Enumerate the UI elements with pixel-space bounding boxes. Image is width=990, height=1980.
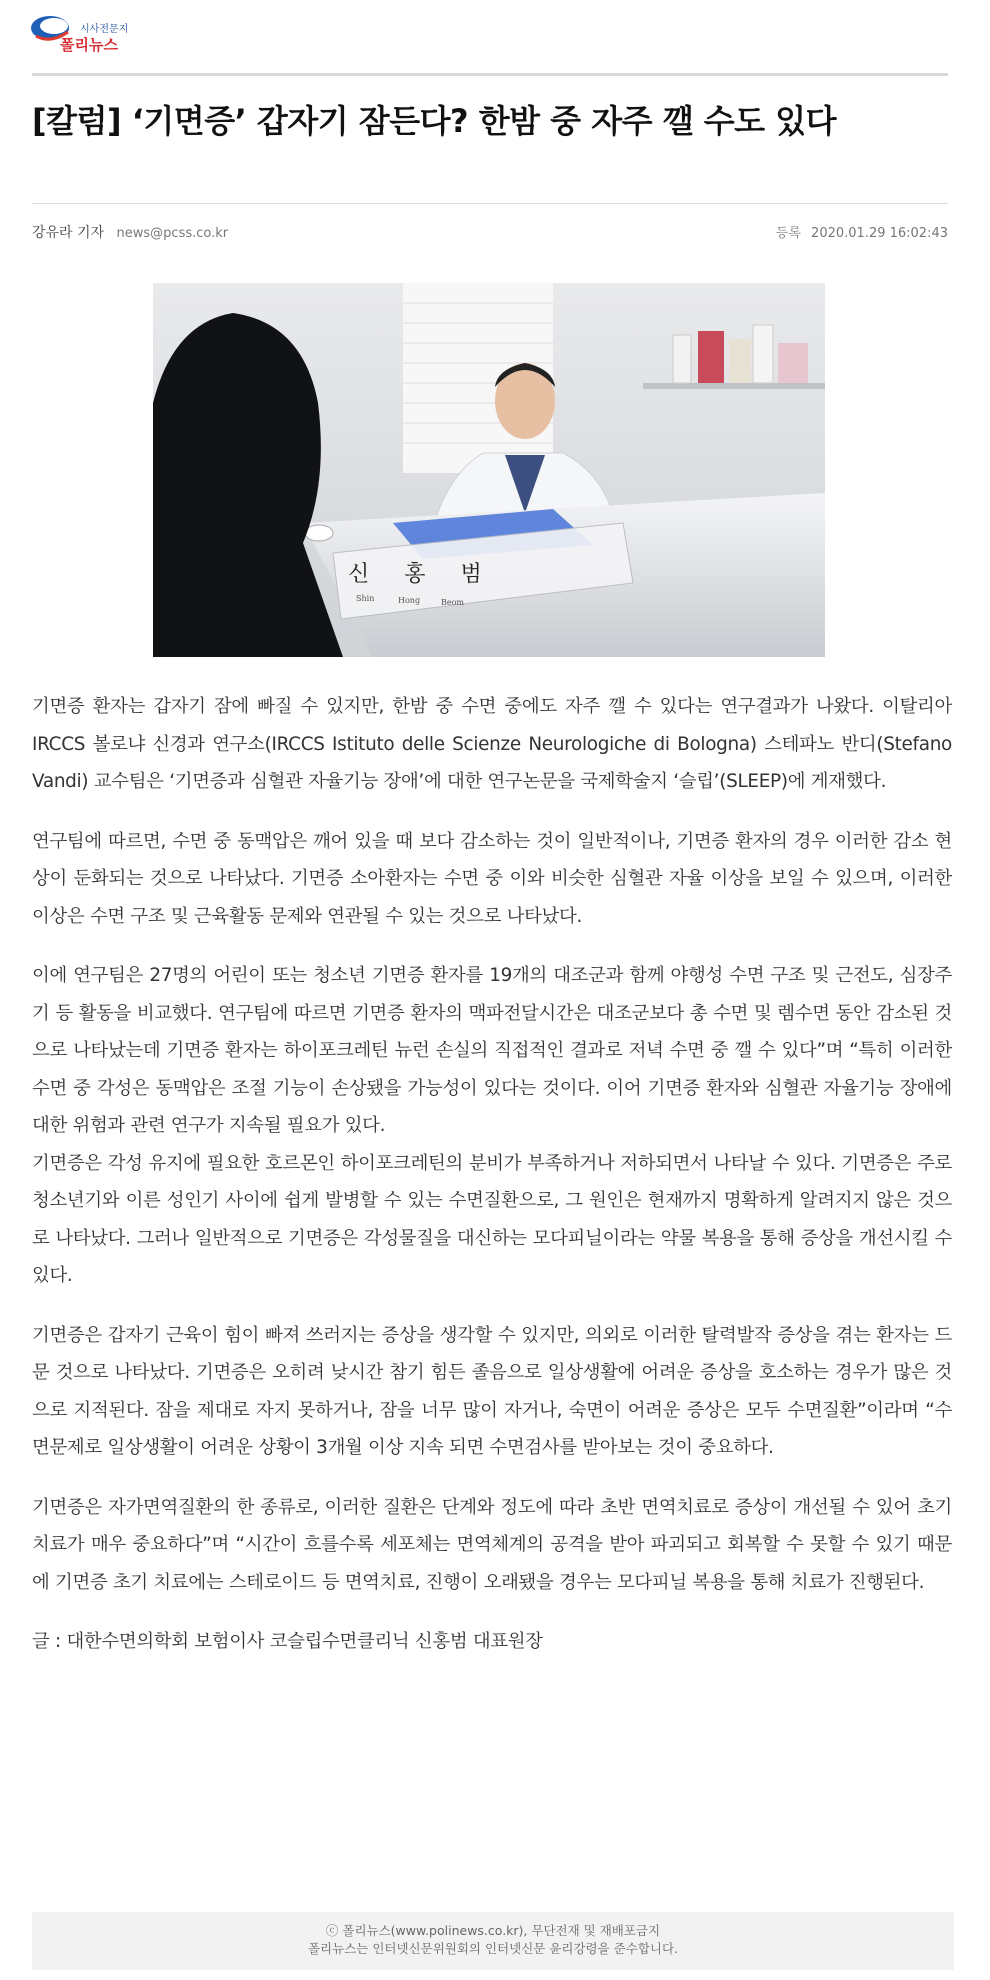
paragraph: 연구팀에 따르면, 수면 중 동맥압은 깨어 있을 때 보다 감소하는 것이 일반적이나, 기면증 환자의 경우 이러한 감소 현상이 둔화되는 것으로 나타났다. 기면증 소아환자는 수면 중 이와 비슷한 심혈관 자율 이상을 보일 수 있으며, 이러한 이상은 수면 구조 및 근육활동 문제와 연관될 수 있는 것으로 나타났다. — [32, 830, 952, 927]
author-name: 강유라 기자 — [32, 225, 105, 241]
nameplate-roman-2: Hong — [398, 596, 421, 605]
paragraph: 기면증은 자가면역질환의 한 종류로, 이러한 질환은 단계와 정도에 따라 초반 면역치료로 증상이 개선될 수 있어 초기 치료가 매우 중요하다”며 “시간이 흐를수록 세포체는 면역체계의 공격을 받아 파괴되고 회복할 수 못할 수 있기 때문에 기면증 초기 치료에는 스테로이드 등 면역치료, 진행이 오래됐을 경우는 모다피닐 복용을 통해 치료가 진행된다. — [32, 1496, 952, 1593]
date-label: 등록 — [775, 226, 801, 241]
paragraph: 이에 연구팀은 27명의 어린이 또는 청소년 기면증 환자를 19개의 대조군과 함께 야행성 수면 구조 및 근전도, 심장주기 등 활동을 비교했다. 연구팀에 따르면 기면증 환자의 맥파전달시간은 대조군보다 총 수면 및 렘수면 동안 감소된 것으로 나타났는데 기면증 환자는 하이포크레틴 뉴런 손실의 직접적인 결과로 저녁 수면 중 깰 수 있다”며 “특히 이러한 수면 중 각성은 동맥압은 조절 기능이 손상됐을 가능성이 있다는 것이다. 이어 기면증 환자와 심혈관 자율기능 장애에 대한 위험과 관련 연구가 지속될 필요가 있다. — [32, 965, 952, 1136]
paragraph: 기면증은 갑자기 근육이 힘이 빠져 쓰러지는 증상을 생각할 수 있지만, 의외로 이러한 탈력발작 증상을 겪는 환자는 드문 것으로 나타났다. 기면증은 오히려 낮시간 참기 힘든 졸음으로 일상생활에 어려운 증상을 호소하는 경우가 많은 것으로 지적된다. 잠을 제대로 자지 못하거나, 잠을 너무 많이 자거나, 숙면이 어려운 증상은 모두 수면질환”이라며 “수면문제로 일상생활이 어려운 상황이 3개월 이상 지속 되면 수면검사를 받아보는 것이 중요하다. — [32, 1324, 952, 1458]
paragraph: 기면증 환자는 갑자기 잠에 빠질 수 있지만, 한밤 중 수면 중에도 자주 깰 수 있다는 연구결과가 나왔다. 이탈리아 IRCCS 볼로냐 신경과 연구소(IRCCS Istituto delle Scienze Neurologiche di Bologna) 스테파노 반디(Stefano Vandi) 교수팀은 ‘기면증과 심혈관 자율기능 장애’에 대한 연구논문을 국제학술지 ‘슬립’(SLEEP)에 게재했다. — [32, 696, 952, 792]
date-value: 2020.01.29 16:02:43 — [811, 226, 948, 241]
publish-date — [776, 222, 948, 241]
nameplate-roman-1: Shin — [356, 594, 375, 603]
meta-divider — [32, 203, 948, 204]
nameplate-text: 신 홍 범 — [348, 562, 496, 587]
site-logo[interactable] — [30, 14, 135, 56]
ethics-notice: 폴리뉴스는 인터넷신문위원회의 인터넷신문 윤리강령을 준수합니다. — [307, 1941, 679, 1956]
paragraph: 기면증은 각성 유지에 필요한 호르몬인 하이포크레틴의 분비가 부족하거나 저하되면서 나타날 수 있다. 기면증은 주로 청소년기와 이른 성인기 사이에 쉽게 발병할 수 있는 수면질환으로, 그 원인은 현재까지 명확하게 알려지지 않은 것으로 나타났다. 그러나 일반적으로 기면증은 각성물질을 대신하는 모다피닐이라는 약물 복용을 통해 증상을 개선시킬 수 있다. — [32, 1152, 952, 1286]
article-photo — [153, 283, 825, 657]
article-body — [32, 688, 952, 1683]
doctor-consultation-image — [153, 283, 825, 657]
byline — [32, 222, 228, 242]
page-footer — [32, 1912, 954, 1970]
copyright-notice: ⓒ 폴리뉴스(www.polinews.co.kr), 무단전재 및 재배포금지 — [325, 1923, 661, 1938]
logo-tagline: 시사전문지 — [80, 24, 129, 35]
logo-name: 폴리뉴스 — [60, 36, 118, 54]
header-divider — [32, 73, 948, 76]
article-signature: 글 : 대한수면의학회 보험이사 코슬립수면클리닉 신홍범 대표원장 — [32, 1631, 543, 1652]
author-email[interactable]: news@pcss.co.kr — [116, 226, 229, 241]
nameplate-roman-3: Beom — [441, 598, 465, 607]
article-headline: [칼럼] ‘기면증’ 갑자기 잠든다? 한밤 중 자주 깰 수도 있다 — [32, 102, 837, 140]
